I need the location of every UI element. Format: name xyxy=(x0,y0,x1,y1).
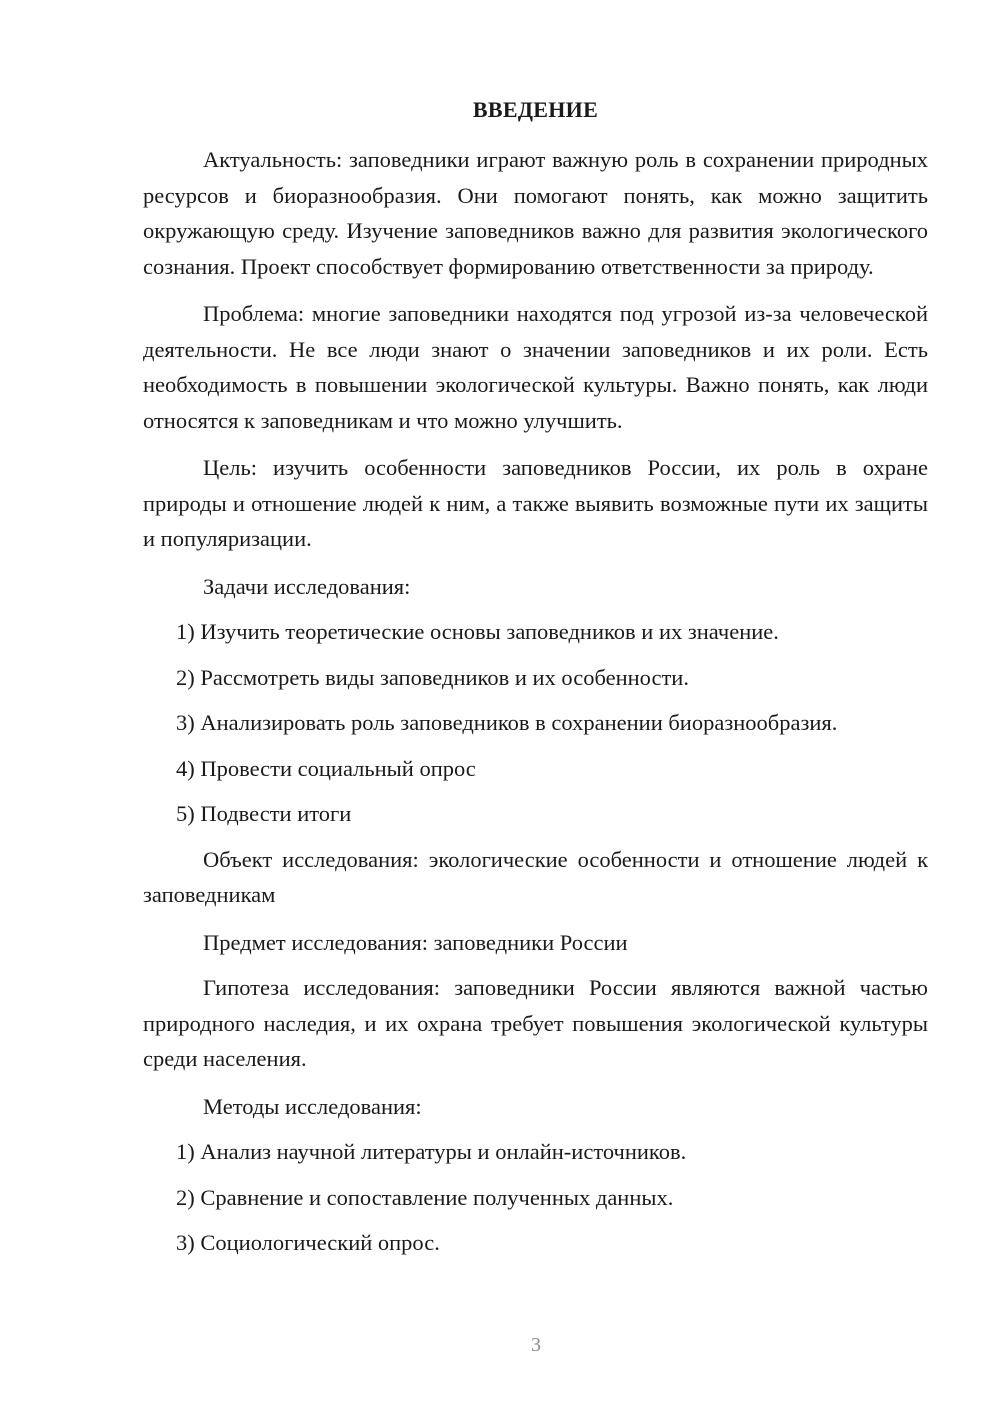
document-page xyxy=(143,94,928,1271)
goal-paragraph: Цель: изучить особенности заповедников России, их роль в охране природы и отношение людей к ним, а также выявить возможные пути их защиты и популяризации. xyxy=(143,455,928,551)
object-paragraph: Объект исследования: экологические особенности и отношение людей к заповедникам xyxy=(143,846,928,907)
page-number: 3 xyxy=(531,1334,541,1356)
list-item: 3) Анализировать роль заповедников в сохранении биоразнообразия. xyxy=(176,710,838,735)
hypothesis-paragraph: Гипотеза исследования: заповедники России являются важной частью природного наследия, и их охрана требует повышения экологической культуры среди населения. xyxy=(143,975,928,1071)
list-item: 4) Провести социальный опрос xyxy=(176,755,476,781)
list-item: 5) Подвести итоги xyxy=(176,801,352,826)
methods-list xyxy=(143,1134,928,1261)
list-item: 3) Социологический опрос. xyxy=(176,1230,440,1255)
list-item: 1) Изучить теоретические основы заповедников и их значение. xyxy=(176,619,779,644)
list-item: 1) Анализ научной литературы и онлайн-источников. xyxy=(176,1139,687,1164)
problem-paragraph: Проблема: многие заповедники находятся под угрозой из-за человеческой деятельности. Не все люди знают о значении заповедников и их роли. Есть необходимость в повышении экологической культуры. Важно понять, как люди относятся к заповедникам и что можно улучшить. xyxy=(143,301,928,433)
relevance-paragraph: Актуальность: заповедники играют важную роль в сохранении природных ресурсов и биоразнообразия. Они помогают понять, как можно защитить окружающую среду. Изучение заповедников важно для развития экологического сознания. Проект способствует формированию ответственности за природу. xyxy=(143,147,928,279)
list-item: 2) Сравнение и сопоставление полученных данных. xyxy=(176,1184,674,1210)
page-title: ВВЕДЕНИЕ xyxy=(472,97,599,122)
methods-heading: Методы исследования: xyxy=(203,1093,422,1119)
subject-line: Предмет исследования: заповедники России xyxy=(203,929,628,955)
list-item: 2) Рассмотреть виды заповедников и их особенности. xyxy=(176,664,689,690)
tasks-heading: Задачи исследования: xyxy=(203,573,411,599)
tasks-list xyxy=(143,614,928,832)
